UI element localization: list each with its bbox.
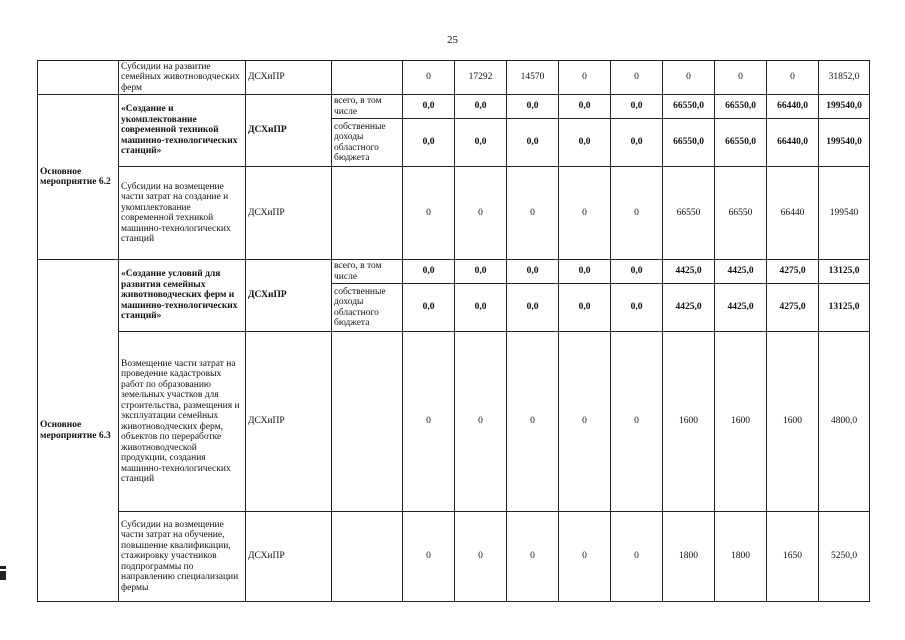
- measure-name-cell: «Создание условий для развития семейных животноводческих ферм и машинно-технологических станций»: [119, 260, 246, 332]
- value-cell: 1600: [663, 332, 715, 512]
- value-cell: 0,0: [559, 95, 611, 119]
- value-cell: 0: [559, 61, 611, 95]
- value-cell: 66550: [715, 167, 767, 260]
- funding-source-cell: собственные доходы областного бюджета: [332, 284, 403, 332]
- measure-name-cell: «Создание и укомплектование современной техникой машинно-технологических станций»: [119, 95, 246, 167]
- value-cell: 0: [559, 167, 611, 260]
- value-cell: 17292: [455, 61, 507, 95]
- event-label-cell: Основное мероприятие 6.3: [38, 260, 119, 602]
- value-cell: 199540,0: [819, 95, 870, 119]
- value-cell: 0: [507, 332, 559, 512]
- value-cell: 0: [611, 512, 663, 602]
- executor-cell: ДСХиПР: [246, 260, 332, 332]
- table-row: [38, 61, 870, 95]
- value-cell: 4425,0: [663, 260, 715, 284]
- funding-source-cell: [332, 167, 403, 260]
- funding-source-cell: [332, 512, 403, 602]
- value-cell: 199540,0: [819, 119, 870, 167]
- measure-name-cell: Субсидии на возмещение части затрат на обучение, повышение квалификации, стажировку участников подпрограммы по направлению специализации фермы: [119, 512, 246, 602]
- value-cell: 0,0: [455, 260, 507, 284]
- value-cell: 66550,0: [715, 95, 767, 119]
- value-cell: 0,0: [507, 284, 559, 332]
- value-cell: 4275,0: [767, 284, 819, 332]
- value-cell: 1600: [715, 332, 767, 512]
- value-cell: 0: [403, 512, 455, 602]
- value-cell: 5250,0: [819, 512, 870, 602]
- executor-cell: ДСХиПР: [246, 95, 332, 167]
- value-cell: 0: [403, 332, 455, 512]
- value-cell: 0,0: [611, 119, 663, 167]
- value-cell: 4425,0: [663, 284, 715, 332]
- value-cell: 66550,0: [663, 95, 715, 119]
- value-cell: 0,0: [455, 95, 507, 119]
- value-cell: 0: [611, 332, 663, 512]
- value-cell: 0: [455, 332, 507, 512]
- funding-source-cell: всего, в том числе: [332, 260, 403, 284]
- value-cell: 0: [767, 61, 819, 95]
- executor-cell: ДСХиПР: [246, 332, 332, 512]
- measure-name-cell: Субсидии на развитие семейных животноводческих ферм: [119, 61, 246, 95]
- value-cell: 0,0: [559, 284, 611, 332]
- page-number: 25: [447, 34, 458, 46]
- value-cell: 0,0: [559, 260, 611, 284]
- funding-source-cell: [332, 61, 403, 95]
- value-cell: 66550,0: [663, 119, 715, 167]
- value-cell: 13125,0: [819, 284, 870, 332]
- table-row: [38, 512, 870, 602]
- value-cell: 1800: [663, 512, 715, 602]
- value-cell: 0,0: [455, 119, 507, 167]
- value-cell: 4275,0: [767, 260, 819, 284]
- value-cell: 0: [611, 61, 663, 95]
- value-cell: 66550,0: [715, 119, 767, 167]
- measure-name-cell: Возмещение части затрат на проведение кадастровых работ по образованию земельных участков для строительства, размещения и эксплуатации семейных животноводческих ферм, объектов по переработке животноводческой продукции, создания машинно-технологических станций: [119, 332, 246, 512]
- funding-source-cell: всего, в том числе: [332, 95, 403, 119]
- value-cell: 66440: [767, 167, 819, 260]
- budget-table: [37, 60, 870, 602]
- value-cell: 4425,0: [715, 260, 767, 284]
- value-cell: 1800: [715, 512, 767, 602]
- value-cell: 66440,0: [767, 95, 819, 119]
- value-cell: 199540: [819, 167, 870, 260]
- value-cell: 14570: [507, 61, 559, 95]
- value-cell: 0,0: [455, 284, 507, 332]
- value-cell: 0,0: [403, 119, 455, 167]
- value-cell: 66440,0: [767, 119, 819, 167]
- value-cell: 0: [507, 167, 559, 260]
- table-row: [38, 95, 870, 119]
- value-cell: 1600: [767, 332, 819, 512]
- table-row: [38, 167, 870, 260]
- value-cell: 31852,0: [819, 61, 870, 95]
- event-label-cell: Основное мероприятие 6.2: [38, 95, 119, 260]
- funding-source-cell: [332, 332, 403, 512]
- executor-cell: ДСХиПР: [246, 61, 332, 95]
- value-cell: 0: [455, 512, 507, 602]
- value-cell: 66550: [663, 167, 715, 260]
- executor-cell: ДСХиПР: [246, 512, 332, 602]
- measure-name-cell: Субсидии на возмещение части затрат на создание и укомплектование современной техникой машинно-технологических станций: [119, 167, 246, 260]
- value-cell: 13125,0: [819, 260, 870, 284]
- value-cell: 0,0: [611, 284, 663, 332]
- value-cell: 4425,0: [715, 284, 767, 332]
- value-cell: 0,0: [507, 95, 559, 119]
- value-cell: 0: [715, 61, 767, 95]
- value-cell: 0,0: [611, 260, 663, 284]
- scan-mark: [0, 566, 6, 569]
- value-cell: 0: [403, 61, 455, 95]
- value-cell: 0,0: [403, 284, 455, 332]
- value-cell: 0: [455, 167, 507, 260]
- funding-source-cell: собственные доходы областного бюджета: [332, 119, 403, 167]
- table-row: [38, 332, 870, 512]
- value-cell: 0,0: [507, 119, 559, 167]
- value-cell: 0,0: [559, 119, 611, 167]
- value-cell: 0,0: [403, 95, 455, 119]
- value-cell: 0: [559, 512, 611, 602]
- value-cell: 0: [403, 167, 455, 260]
- value-cell: 4800,0: [819, 332, 870, 512]
- executor-cell: ДСХиПР: [246, 167, 332, 260]
- value-cell: 1650: [767, 512, 819, 602]
- value-cell: 0,0: [403, 260, 455, 284]
- value-cell: 0: [559, 332, 611, 512]
- value-cell: 0: [507, 512, 559, 602]
- value-cell: 0: [611, 167, 663, 260]
- value-cell: 0: [663, 61, 715, 95]
- row-label-cell: [38, 61, 119, 95]
- scan-mark: [0, 571, 6, 580]
- table-row: [38, 260, 870, 284]
- value-cell: 0,0: [507, 260, 559, 284]
- value-cell: 0,0: [611, 95, 663, 119]
